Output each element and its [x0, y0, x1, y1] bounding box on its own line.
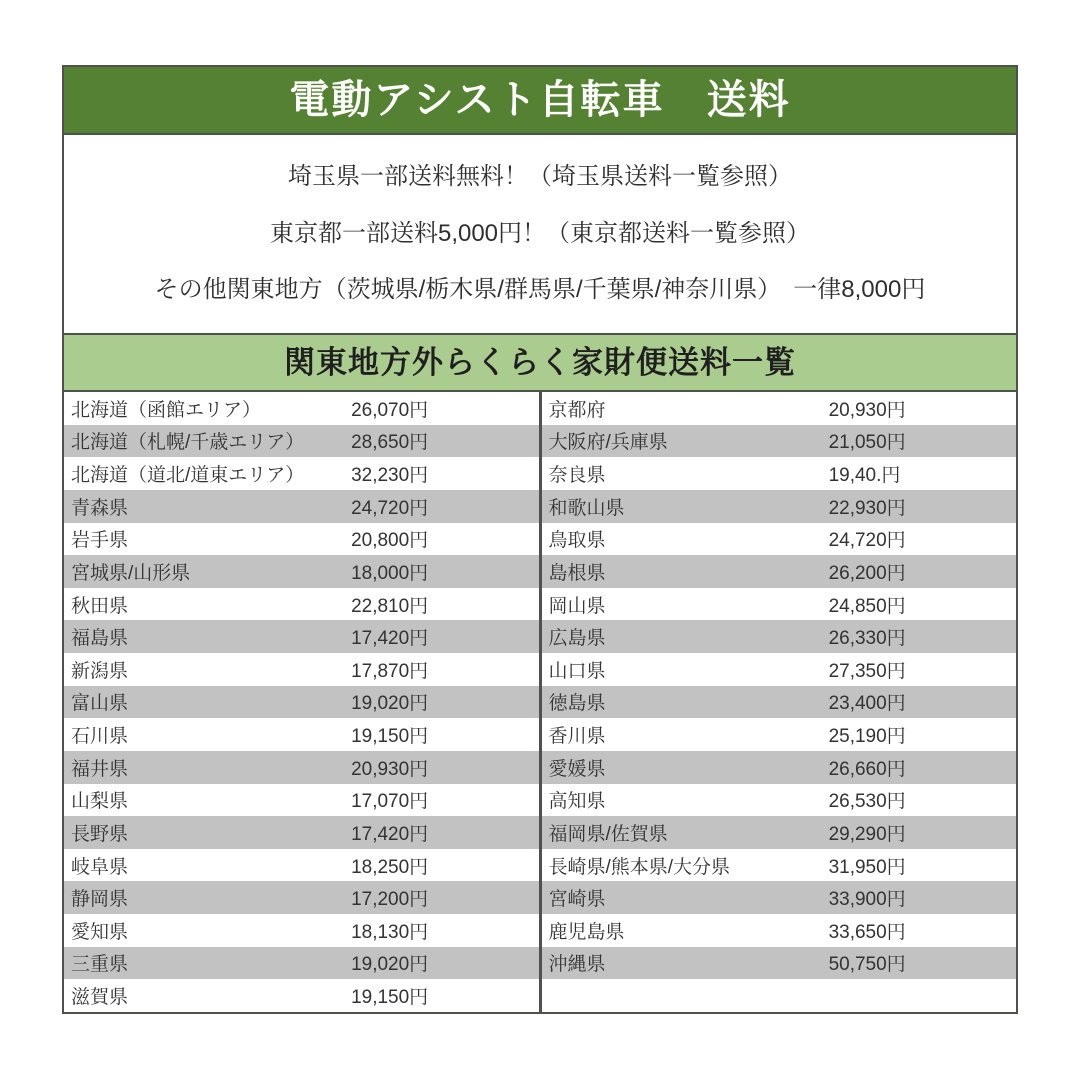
table-row: [542, 555, 1017, 588]
region-cell: 広島県: [548, 628, 606, 650]
region-cell: 北海道（道北/道東エリア）: [71, 465, 305, 487]
table-row: [64, 751, 539, 784]
table-row: [542, 653, 1017, 686]
fee-cell: 17,200円: [351, 889, 429, 911]
region-cell: 新潟県: [71, 660, 129, 682]
region-cell: 島根県: [548, 562, 606, 584]
region-cell: 長野県: [71, 823, 129, 845]
region-cell: 鳥取県: [548, 530, 606, 552]
shipping-fee-table: [64, 392, 1016, 1012]
note-tokyo: 東京都一部送料5,000円！（東京都送料一覧参照）: [269, 219, 811, 247]
table-row: [542, 784, 1017, 817]
table-row: [64, 784, 539, 817]
fee-cell: 19,020円: [351, 693, 429, 715]
table-row: [542, 588, 1017, 621]
fee-cell: 20,930円: [351, 758, 429, 780]
main-title-bar: [64, 67, 1016, 135]
region-cell: 岩手県: [71, 530, 129, 552]
region-cell: 愛媛県: [548, 758, 606, 780]
fee-cell: 32,230円: [351, 465, 429, 487]
fee-cell: 20,800円: [351, 530, 429, 552]
region-cell: 宮城県/山形県: [71, 562, 191, 584]
region-cell: 岐阜県: [71, 856, 129, 878]
fee-cell: 19,40.円: [828, 465, 901, 487]
table-title-bar: [64, 333, 1016, 392]
note-kanto-other: その他関東地方（茨城県/栃木県/群馬県/千葉県/神奈川県） 一律8,000円: [154, 276, 926, 304]
fee-cell: 29,290円: [828, 823, 906, 845]
fee-cell: 33,650円: [828, 921, 906, 943]
main-title: 電動アシスト自転車 送料: [289, 78, 791, 122]
region-cell: 香川県: [548, 726, 606, 748]
region-cell: 北海道（札幌/千歳エリア）: [71, 432, 305, 454]
table-row: [64, 979, 539, 1012]
fee-cell: 26,070円: [351, 399, 429, 421]
fee-cell: 26,530円: [828, 791, 906, 813]
table-row: [542, 751, 1017, 784]
region-cell: 山梨県: [71, 791, 129, 813]
fee-cell: 28,650円: [351, 432, 429, 454]
fee-cell: 25,190円: [828, 726, 906, 748]
table-row: [64, 947, 539, 980]
fee-cell: 22,810円: [351, 595, 429, 617]
fee-cell: 24,720円: [828, 530, 906, 552]
table-row: [64, 686, 539, 719]
fee-cell: 17,420円: [351, 823, 429, 845]
fee-cell: 19,020円: [351, 954, 429, 976]
fee-cell: 22,930円: [828, 497, 906, 519]
region-cell: 沖縄県: [548, 954, 606, 976]
table-row: [542, 457, 1017, 490]
region-cell: 愛知県: [71, 921, 129, 943]
fee-cell: 19,150円: [351, 726, 429, 748]
fee-cell: 18,130円: [351, 921, 429, 943]
region-cell: 高知県: [548, 791, 606, 813]
region-cell: 福岡県/佐賀県: [548, 823, 668, 845]
table-row: [542, 392, 1017, 425]
fee-cell: 18,000円: [351, 562, 429, 584]
region-cell: 大阪府/兵庫県: [548, 432, 668, 454]
table-row: [64, 881, 539, 914]
table-row: [542, 979, 1017, 1012]
table-row: [542, 816, 1017, 849]
table-row: [64, 914, 539, 947]
region-cell: 福島県: [71, 628, 129, 650]
fee-cell: 26,200円: [828, 562, 906, 584]
fee-cell: 26,660円: [828, 758, 906, 780]
table-row: [542, 425, 1017, 458]
note-saitama: 埼玉県一部送料無料！（埼玉県送料一覧参照）: [288, 162, 792, 190]
table-row: [542, 490, 1017, 523]
region-cell: 富山県: [71, 693, 129, 715]
table-row: [64, 849, 539, 882]
shipping-info-panel: [62, 65, 1018, 1014]
fee-cell: 18,250円: [351, 856, 429, 878]
table-row: [64, 718, 539, 751]
table-row: [542, 849, 1017, 882]
table-row: [542, 881, 1017, 914]
region-cell: 秋田県: [71, 595, 129, 617]
table-row: [64, 523, 539, 556]
region-cell: 静岡県: [71, 889, 129, 911]
region-cell: 徳島県: [548, 693, 606, 715]
region-cell: 青森県: [71, 497, 129, 519]
table-left-column: [64, 392, 542, 1012]
table-row: [64, 816, 539, 849]
fee-cell: 50,750円: [828, 954, 906, 976]
fee-cell: 23,400円: [828, 693, 906, 715]
fee-cell: 31,950円: [828, 856, 906, 878]
region-cell: 北海道（函館エリア）: [71, 399, 262, 421]
region-cell: 長崎県/熊本県/大分県: [548, 856, 731, 878]
fee-cell: 17,420円: [351, 628, 429, 650]
table-row: [542, 718, 1017, 751]
table-row: [64, 653, 539, 686]
region-cell: 滋賀県: [71, 987, 129, 1009]
table-row: [64, 425, 539, 458]
fee-cell: 33,900円: [828, 889, 906, 911]
fee-cell: 17,070円: [351, 791, 429, 813]
fee-cell: 19,150円: [351, 987, 429, 1009]
fee-cell: 24,720円: [351, 497, 429, 519]
fee-cell: 27,350円: [828, 660, 906, 682]
region-cell: 山口県: [548, 660, 606, 682]
region-cell: 石川県: [71, 726, 129, 748]
fee-cell: 24,850円: [828, 595, 906, 617]
table-row: [542, 523, 1017, 556]
fee-cell: 26,330円: [828, 628, 906, 650]
table-right-column: [542, 392, 1017, 1012]
region-cell: 和歌山県: [548, 497, 625, 519]
table-row: [64, 457, 539, 490]
region-cell: 福井県: [71, 758, 129, 780]
table-row: [64, 392, 539, 425]
region-cell: 奈良県: [548, 465, 606, 487]
table-row: [64, 620, 539, 653]
table-title: 関東地方外らくらく家財便送料一覧: [284, 345, 796, 380]
table-row: [64, 490, 539, 523]
region-cell: 鹿児島県: [548, 921, 625, 943]
fee-cell: 17,870円: [351, 660, 429, 682]
region-cell: 岡山県: [548, 595, 606, 617]
region-cell: 宮崎県: [548, 889, 606, 911]
table-row: [542, 947, 1017, 980]
fee-cell: 20,930円: [828, 399, 906, 421]
table-row: [64, 555, 539, 588]
notes-section: [64, 135, 1016, 333]
table-row: [64, 588, 539, 621]
table-row: [542, 620, 1017, 653]
table-row: [542, 686, 1017, 719]
fee-cell: 21,050円: [828, 432, 906, 454]
region-cell: 京都府: [548, 399, 606, 421]
region-cell: 三重県: [71, 954, 129, 976]
table-row: [542, 914, 1017, 947]
